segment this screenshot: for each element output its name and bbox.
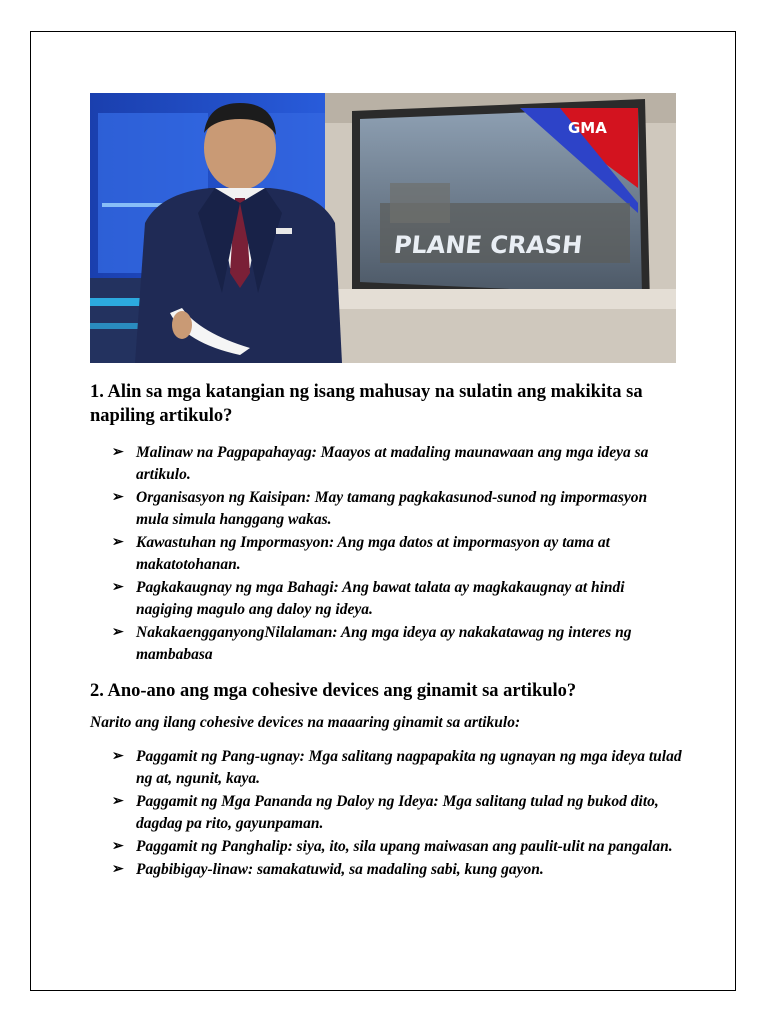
question-2: 2. Ano-ano ang mga cohesive devices ang ginamit sa artikulo? [90, 681, 577, 701]
screen-headline: PLANE CRASH [392, 231, 584, 259]
arrow-bullet-icon: ➢ [112, 749, 124, 764]
arrow-bullet-icon: ➢ [112, 794, 124, 809]
list-item: ➢ Paggamit ng Panghalip: siya, ito, sila upang maiwasan ang paulit-ulit na pangalan. [112, 836, 682, 858]
arrow-bullet-icon: ➢ [112, 445, 124, 460]
list-item: ➢ Paggamit ng Mga Pananda ng Daloy ng Ideya: Mga salitang tulad ng bukod dito, dagdag pa rito, gayunpaman. [112, 793, 659, 832]
question-2-answers [112, 746, 682, 882]
list-item: ➢ Malinaw na Pagpapahayag: Maayos at madaling maunawaan ang mga ideya sa artikulo. [112, 444, 649, 483]
arrow-bullet-icon: ➢ [112, 862, 124, 877]
list-item: ➢ Pagbibigay-linaw: samakatuwid, sa madaling sabi, kung gayon. [112, 859, 682, 881]
question-1-answers [112, 442, 682, 667]
list-item: ➢ Paggamit ng Pang-ugnay: Mga salitang nagpapakita ng ugnayan ng mga ideya tulad ng at, ngunit, kaya. [112, 748, 682, 787]
arrow-bullet-icon: ➢ [112, 490, 124, 505]
list-item: ➢ Pagkakaugnay ng mga Bahagi: Ang bawat talata ay magkakaugnay at hindi nagiging magulo ang daloy ng ideya. [112, 579, 625, 618]
question-2-intro: Narito ang ilang cohesive devices na maaaring ginamit sa artikulo: [90, 714, 521, 731]
question-1: 1. Alin sa mga katangian ng isang mahusay na sulatin ang makikita sa napiling artikulo? [90, 382, 643, 426]
list-item: ➢ NakakaengganyongNilalaman: Ang mga ideya ay nakakatawag ng interes ng mambabasa [112, 624, 632, 663]
news-photo [90, 93, 676, 363]
arrow-bullet-icon: ➢ [112, 580, 124, 595]
list-item: ➢ Kawastuhan ng Impormasyon: Ang mga datos at impormasyon ay tama at makatotohanan. [112, 534, 610, 573]
list-item: ➢ Organisasyon ng Kaisipan: May tamang pagkakasunod-sunod ng impormasyon mula simula hanggang wakas. [112, 489, 648, 528]
arrow-bullet-icon: ➢ [112, 535, 124, 550]
gma-logo: GMA [568, 119, 607, 137]
arrow-bullet-icon: ➢ [112, 839, 124, 854]
arrow-bullet-icon: ➢ [112, 625, 124, 640]
